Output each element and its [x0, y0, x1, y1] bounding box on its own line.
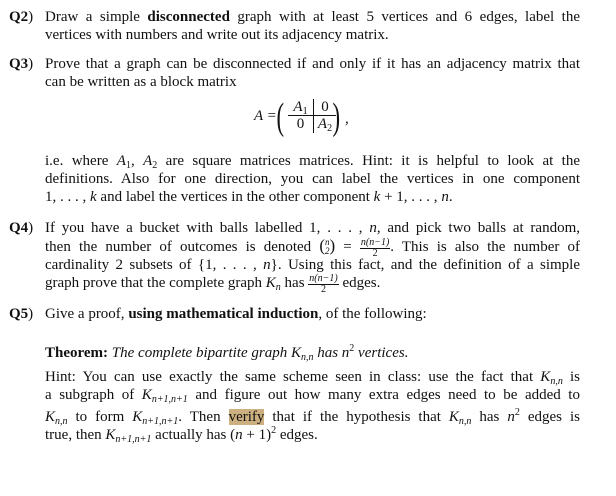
block-a1 [288, 99, 314, 116]
question-q2 [0, 8, 580, 44]
text-span: = [335, 239, 360, 256]
block-zero-bottom-left: 0 [288, 116, 314, 133]
question-q3 [0, 55, 580, 91]
hint-paragraph [0, 368, 580, 446]
thm-paragraph [0, 340, 580, 364]
text-span: + 1, . . . , [380, 189, 442, 205]
subscript: n,n [55, 416, 68, 428]
text-span: Give a proof, [45, 306, 129, 323]
text-span: graph prove that the complete graph [45, 274, 266, 291]
text-span: and label the vertices in the other component [96, 189, 374, 205]
subscript: n+1,n+1 [115, 434, 152, 446]
text-span: actually has ( [151, 427, 236, 444]
matrix-lhs: A = [254, 108, 277, 124]
text-line [45, 8, 580, 26]
text-span: edges is [519, 409, 580, 426]
text-span: Prove that a graph can be disconnected if and only if it has an adjacency matrix that [45, 56, 580, 72]
binomial-coefficient: ( n 2 ) [319, 236, 336, 257]
math-italic: n [235, 427, 243, 444]
text-span: and figure out how many extra edges need to be added to [187, 387, 580, 404]
fraction-denominator: 2 [372, 248, 378, 260]
text-span: true, then [45, 427, 106, 444]
text-span: }. Using this fact, and the definition of a simple [270, 256, 580, 273]
bold-text: Theorem: [45, 345, 109, 362]
question-label [9, 305, 33, 323]
question-number: Q2 [9, 9, 29, 25]
text-span: can be written as a block matrix [45, 74, 237, 90]
text-span: vertices with numbers and write out its adjacency matrix. [45, 27, 389, 43]
label-paren: ) [28, 56, 34, 72]
text-span: that if the hypothesis that [264, 409, 449, 426]
text-line [45, 188, 580, 206]
math-italic: n [369, 220, 377, 236]
question-number: Q5 [9, 306, 29, 323]
math-italic: n [507, 409, 515, 426]
fraction [308, 274, 338, 295]
highlighted-text: verify [228, 409, 265, 426]
label-paren: ) [28, 9, 34, 25]
math-italic: K [448, 409, 459, 426]
text-span: is [562, 369, 580, 386]
math-italic: The complete bipartite graph K [111, 345, 301, 362]
text-span: Hint: You can use exactly the same scheme seen in class: use the fact that [45, 369, 541, 386]
block-zero-top-right: 0 [314, 99, 336, 116]
fraction-numerator: n(n−1) [309, 272, 338, 284]
text-line [45, 272, 580, 295]
binomial-inner [325, 238, 330, 256]
text-line [45, 152, 580, 170]
math-italic: K [132, 409, 143, 426]
math-italic: A [143, 153, 153, 169]
text-span: . [448, 189, 453, 205]
math-italic: K [105, 427, 116, 444]
text-line [45, 219, 580, 237]
question-label [9, 219, 33, 237]
text-span: + 1) [242, 427, 272, 444]
math-italic: n [441, 189, 449, 205]
matrix-trailing-comma: , [345, 111, 349, 127]
matrix-grid [288, 99, 336, 133]
text-span: If you have a bucket with balls labelled 1, . . . , [45, 220, 370, 236]
text-line [45, 305, 580, 323]
math-italic: K [45, 409, 56, 426]
math-italic: vertices. [354, 345, 409, 362]
label-paren: ) [28, 220, 34, 236]
text-span: definitions. Also for one direction, you can label the vertices in one component [45, 171, 580, 187]
right-paren: ) [332, 96, 341, 138]
text-line [45, 73, 580, 91]
text-span: , of the following: [318, 306, 427, 323]
bold-text: using mathematical induction [128, 306, 319, 323]
math-italic: has n [313, 345, 350, 362]
text-span: Draw a simple [45, 9, 148, 25]
subscript: n+1,n+1 [142, 416, 179, 428]
text-span: edges. [276, 427, 318, 444]
text-span: i.e. where [45, 153, 117, 169]
bold-text: disconnected [147, 9, 230, 25]
question-label [9, 8, 33, 26]
superscript: 2 [271, 425, 277, 437]
superscript: 2 [349, 343, 355, 355]
text-span: cardinality 2 subsets of {1, . . . , [45, 256, 264, 273]
math-italic: K [265, 274, 276, 291]
document [0, 8, 616, 446]
math-italic: k [373, 189, 381, 205]
subscript: n+1,n+1 [151, 394, 188, 406]
text-span: graph with at least 5 vertices and 6 edges, label the [229, 9, 580, 25]
math-italic: K [540, 369, 551, 386]
binomial-bottom: 2 [324, 246, 330, 257]
a1-symbol: A [293, 99, 303, 115]
subscript: n,n [550, 376, 563, 388]
superscript: 2 [514, 407, 520, 419]
text-line [45, 340, 580, 364]
question-q5 [0, 305, 580, 323]
fraction-numerator: n(n−1) [360, 237, 390, 249]
text-line [45, 55, 580, 73]
text-span: then the number of outcomes is denoted [45, 239, 320, 256]
text-line [45, 404, 580, 428]
text-span: 1, . . . , [45, 189, 90, 205]
math-italic: K [141, 387, 152, 404]
math-italic: A [116, 153, 126, 169]
text-line [45, 170, 580, 188]
subscript: n [275, 281, 281, 293]
text-line [45, 368, 580, 386]
math-italic: n [263, 256, 271, 273]
text-span: a subgraph of [45, 387, 142, 404]
text-span: , and pick two balls at random, [376, 220, 580, 236]
question-label [9, 55, 33, 73]
text-span: . This is also the number of [390, 239, 580, 256]
fraction-denominator: 2 [320, 283, 326, 295]
text-line [45, 386, 580, 404]
ie-paragraph [0, 152, 580, 206]
a2-symbol: A [317, 116, 328, 132]
block-matrix-equation [0, 97, 616, 137]
subscript: n,n [300, 352, 314, 364]
question-number: Q4 [9, 220, 29, 236]
text-span: , [130, 153, 144, 169]
subscript: n,n [458, 416, 472, 428]
label-paren: ) [28, 306, 34, 323]
binomial-top: n [324, 237, 330, 248]
text-line [45, 236, 580, 260]
subscript: 1 [125, 160, 131, 171]
math-italic: k [90, 189, 97, 205]
question-q4 [0, 219, 580, 295]
left-paren: ( [276, 96, 285, 138]
question-number: Q3 [9, 56, 29, 72]
subscript: 2 [152, 160, 158, 171]
text-line [45, 26, 580, 44]
text-span: has [471, 409, 508, 426]
text-line [45, 256, 580, 274]
text-span: has [280, 274, 309, 291]
text-span: . Then [178, 409, 229, 426]
text-span: are square matrices matrices. Hint: it is helpful to look at the [157, 153, 581, 169]
text-span: to form [67, 409, 133, 426]
a1-subscript: 1 [302, 106, 308, 117]
a2-subscript: 2 [327, 123, 333, 134]
text-span: edges. [338, 274, 381, 291]
